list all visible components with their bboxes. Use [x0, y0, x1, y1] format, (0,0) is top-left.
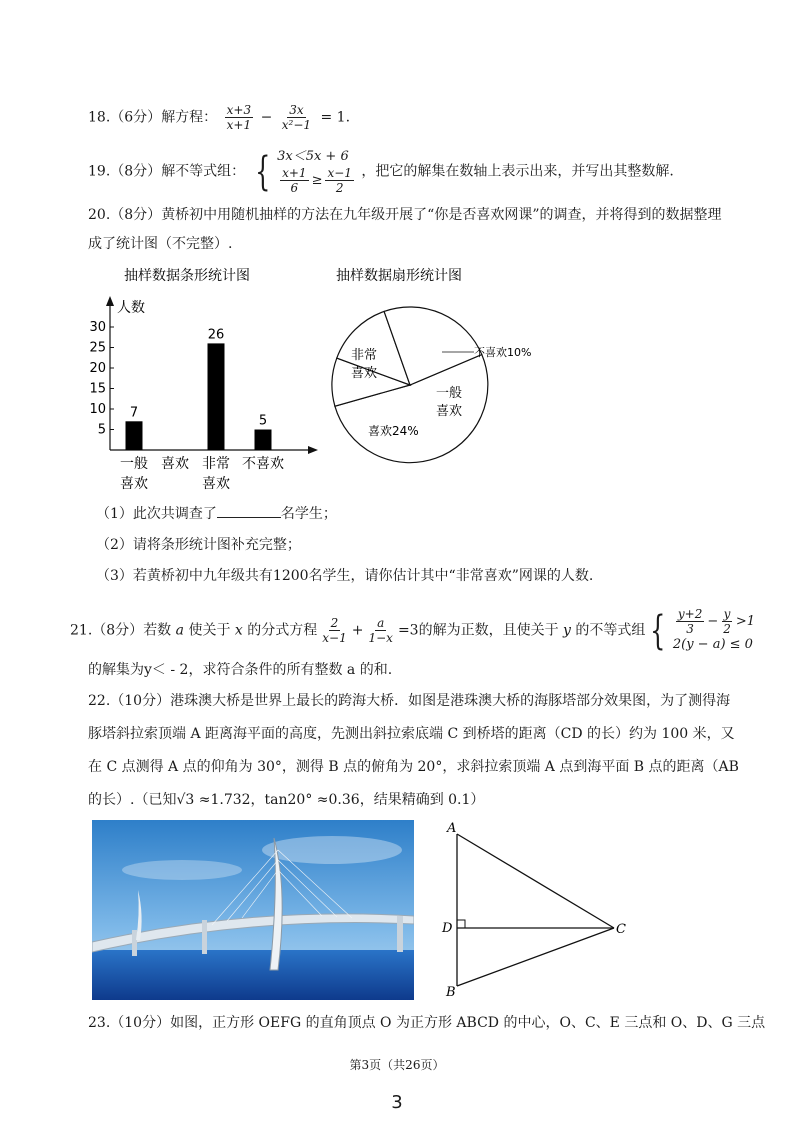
question-21-line2: 的解集为y＜ - 2，求符合条件的所有整数 a 的和. — [88, 662, 393, 678]
pier — [397, 916, 403, 952]
x-category-label: 喜欢 — [120, 476, 148, 492]
question-number: 19. — [88, 163, 111, 180]
y-tick-label: 30 — [89, 320, 106, 335]
question-20-line1: 20.（8分）黄桥初中用随机抽样的方法在九年级开展了“你是否喜欢网课”的调查，并将得到的数据整理 — [88, 207, 722, 223]
x-category-label: 一般 — [120, 456, 148, 472]
points: （8分） — [110, 163, 162, 180]
x-category-label: 不喜欢 — [242, 456, 284, 472]
sea — [92, 950, 414, 1000]
bar — [208, 343, 225, 450]
bar-chart-title: 抽样数据条形统计图 — [124, 268, 250, 284]
q20-sub3: （3）若黄桥初中九年级共有1200名学生，请你估计其中“非常喜欢”网课的人数. — [96, 568, 594, 584]
x-category-label: 喜欢 — [202, 476, 230, 492]
pie-chart-title: 抽样数据扇形统计图 — [336, 268, 462, 284]
label-A: A — [447, 821, 457, 836]
bar-value-label: 7 — [129, 405, 139, 421]
inequality-1: 3x＜5x + 6 — [277, 149, 349, 164]
fraction-1: $\frac{x+3}{x+1}$ — [226, 103, 252, 132]
y-tick-label: 15 — [89, 381, 106, 397]
pie-label-very-like-1: 非常 — [351, 348, 378, 363]
bar — [126, 421, 143, 450]
y-axis-arrow — [106, 296, 114, 306]
question-23-line1: 23.（10分）如图，正方形 OEFG 的直角顶点 O 为正方形 ABCD 的中心，O、C、E 三点和 O、D、G 三点 — [88, 1015, 766, 1031]
label-D: D — [442, 921, 453, 936]
y-tick-label: 20 — [89, 361, 106, 376]
right-angle-mark — [457, 920, 465, 928]
bar-chart-ylabel: 人数 — [117, 300, 145, 316]
question-22-line4: 的长）.（已知√3 ≈1.732，tan20° ≈0.36，结果精确到 0.1） — [88, 792, 485, 808]
pie-label-like: 喜欢24% — [368, 424, 419, 438]
x-category-label: 喜欢 — [161, 456, 189, 472]
triangle-diagram — [436, 818, 636, 1002]
equation-rhs: = 1. — [320, 109, 351, 126]
question-18 — [88, 103, 350, 132]
pier — [132, 930, 137, 956]
x-axis-arrow — [308, 446, 318, 454]
pie-label-very-like-2: 喜欢 — [351, 366, 378, 381]
bar — [255, 430, 272, 451]
question-22-line3: 在 C 点测得 A 点的仰角为 30°，测得 B 点的俯角为 20°，求斜拉索顶端 A 点到海平面 B 点的距离（AB — [88, 759, 739, 775]
question-text: 解不等式组： — [161, 163, 246, 180]
bar-value-label: 26 — [207, 327, 225, 343]
label-B: B — [446, 985, 456, 1000]
operator: − — [260, 109, 273, 126]
pier — [202, 920, 207, 954]
q20-sub2: （2）请将条形统计图补充完整； — [96, 537, 301, 553]
inequality-2: $\frac{x+1}{6}$ ≥ $\frac{x-1}{2}$ — [282, 166, 352, 195]
segment-AC — [457, 834, 614, 928]
question-21-line1: 21.（8分）若数 a 使关于 x 的分式方程 $\frac{2}{x-1}$ + $\frac{a}{1-x}$ =3的解为正数，且使关于 y 的不等式组 { $\frac{y+2}{3}$ − $\frac{y}{2}$ >1 2(y − a) ≤ 0 — [70, 607, 756, 654]
question-20-line2: 成了统计图（不完整）. — [88, 236, 233, 252]
y-tick-label: 5 — [97, 422, 106, 438]
bar-value-label: 5 — [258, 413, 268, 429]
segment-BC — [457, 928, 614, 986]
pie-label-general-1: 一般 — [436, 386, 463, 401]
inequality-system: { $\frac{y+2}{3}$ − $\frac{y}{2}$ >1 2(y − a) ≤ 0 — [650, 607, 756, 654]
bridge-photo — [92, 820, 414, 1000]
cloud — [122, 860, 242, 880]
question-19 — [88, 148, 674, 195]
y-tick-label: 10 — [89, 402, 106, 417]
question-number: 18. — [88, 109, 111, 126]
label-C: C — [616, 922, 626, 937]
question-22-line2: 豚塔斜拉索顶端 A 距离海平面的高度，先测出斜拉索底端 C 到桥塔的距离（CD 的长）约为 100 米，又 — [88, 726, 735, 742]
points: （6分） — [110, 109, 162, 126]
answer-blank — [217, 503, 281, 518]
question-22-line1: 22.（10分）港珠澳大桥是世界上最长的跨海大桥．如图是港珠澳大桥的海豚塔部分效果图，为了测得海 — [88, 693, 731, 709]
inequality-system: { 3x＜5x + 6 $\frac{x+1}{6}$ ≥ $\frac{x-1}{2}$ — [250, 148, 357, 195]
q20-sub1: （1）此次共调查了 名学生； — [96, 503, 337, 524]
x-category-label: 非常 — [202, 456, 230, 472]
cloud — [262, 836, 402, 864]
page-number: 3 — [391, 1092, 403, 1113]
question-tail: ，把它的解集在数轴上表示出来，并写出其整数解. — [361, 163, 674, 180]
page-footer: 第3页（共26页） — [349, 1058, 445, 1072]
fraction-2: $\frac{3x}{\text{x²−1}}$ — [281, 103, 312, 132]
pie-label-dislike: 不喜欢10% — [474, 346, 532, 359]
bar-chart — [80, 260, 340, 500]
pie-chart — [320, 260, 560, 500]
question-text: 解方程： — [161, 109, 218, 126]
pie-label-general-2: 喜欢 — [436, 404, 463, 419]
y-tick-label: 25 — [89, 340, 106, 356]
